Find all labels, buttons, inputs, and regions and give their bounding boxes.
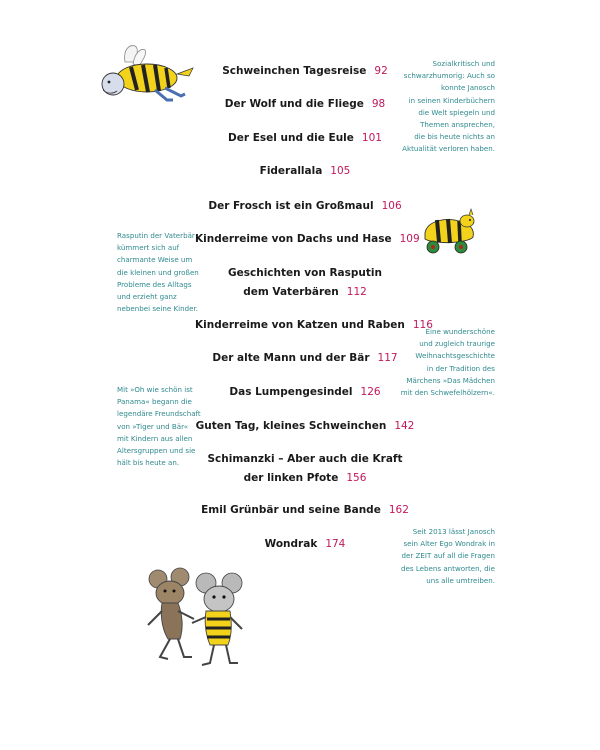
toc-title: Fiderallala [259, 165, 323, 177]
toc-title: Kinderreime von Dachs und Hase [195, 233, 392, 245]
toc-entry[interactable] [195, 230, 420, 249]
toc-entry[interactable] [195, 501, 415, 520]
toc-page-number: 106 [381, 200, 402, 212]
toc-title: Der alte Mann und der Bär [212, 352, 370, 364]
toc-entry[interactable] [195, 450, 415, 488]
toc-title: Kinderreime von Katzen und Raben [195, 319, 405, 331]
toc-entry[interactable] [195, 95, 415, 114]
toc-entry[interactable] [195, 162, 415, 181]
toc-title: Der Wolf und die Fliege [224, 98, 364, 110]
toc-title-line-1: Geschichten von Rasputin [228, 267, 382, 279]
flying-tigerente-illustration [95, 40, 200, 108]
toc-title: Der Esel und die Eule [228, 132, 354, 144]
toc-title-line-2: dem Vaterbären [243, 286, 339, 298]
toc-page-number: 92 [374, 65, 388, 77]
toc-title: Wondrak [264, 538, 318, 550]
toc-title-line-1: Schimanzki – Aber auch die Kraft [207, 453, 403, 465]
toc-page-number: 116 [412, 319, 433, 331]
toc-title-line-2: der linken Pfote [243, 472, 339, 484]
toc-entry[interactable] [195, 535, 415, 554]
toc-page-number: 142 [394, 420, 415, 432]
toc-page-number: 174 [325, 538, 346, 550]
side-note-top-right: Sozialkritisch und schwarzhumorig: Auch so konnte Janosch in seinen Kinderbüchern die Welt spiegeln und Themen ansprechen, die bis heute nichts an Aktualität verloren haben. [402, 59, 495, 154]
toc-page-number: 105 [330, 165, 351, 177]
toc-entry[interactable] [195, 62, 415, 81]
toc-entry[interactable] [195, 197, 415, 216]
toc-page-number: 112 [346, 286, 367, 298]
toc-page-number: 109 [399, 233, 420, 245]
toc-title: Der Frosch ist ein Großmaul [208, 200, 374, 212]
toc-page-number: 101 [361, 132, 382, 144]
side-note-wondrak: Seit 2013 lässt Janosch sein Alter Ego Wondrak in der ZEIT auf all die Fragen des Lebens antworten, die uns alle umtreiben. [401, 527, 495, 585]
side-note-rasputin: Rasputin der Vaterbär kümmert sich auf charmante Weise um die kleinen und großen Probleme des Alltags und erzieht ganz nebenbei seine Kinder. [117, 231, 199, 314]
toc-entry[interactable] [195, 264, 415, 302]
toc-entry[interactable] [195, 316, 433, 335]
side-note-panama: Mit »Oh wie schön ist Panama« begann die legendäre Freundschaft von »Tiger und Bär« mit Kindern aus allen Altersgruppen und sie hält bis heute an. [117, 385, 201, 468]
side-note-christmas: Eine wunderschöne und zugleich traurige Weihnachtsgeschichte in der Tradition des Märchens »Das Mädchen mit den Schwefelhölzern«. [400, 327, 495, 398]
two-mice-illustration [140, 565, 250, 670]
toc-entry[interactable] [195, 417, 415, 436]
toc-page-number: 162 [388, 504, 409, 516]
toc-title: Emil Grünbär und seine Bande [201, 504, 381, 516]
toc-page-number: 117 [377, 352, 398, 364]
toc-page-number: 156 [346, 472, 367, 484]
tigerente-toy-illustration [415, 207, 483, 259]
toc-entry[interactable] [195, 129, 415, 148]
toc-entry[interactable] [195, 349, 415, 368]
toc-title: Guten Tag, kleines Schweinchen [195, 420, 387, 432]
toc-page-number: 98 [371, 98, 386, 110]
toc-page-number: 126 [360, 386, 381, 398]
toc-title: Schweinchen Tagesreise [222, 65, 367, 77]
toc-entry[interactable] [195, 383, 415, 402]
toc-title: Das Lumpengesindel [229, 386, 353, 398]
